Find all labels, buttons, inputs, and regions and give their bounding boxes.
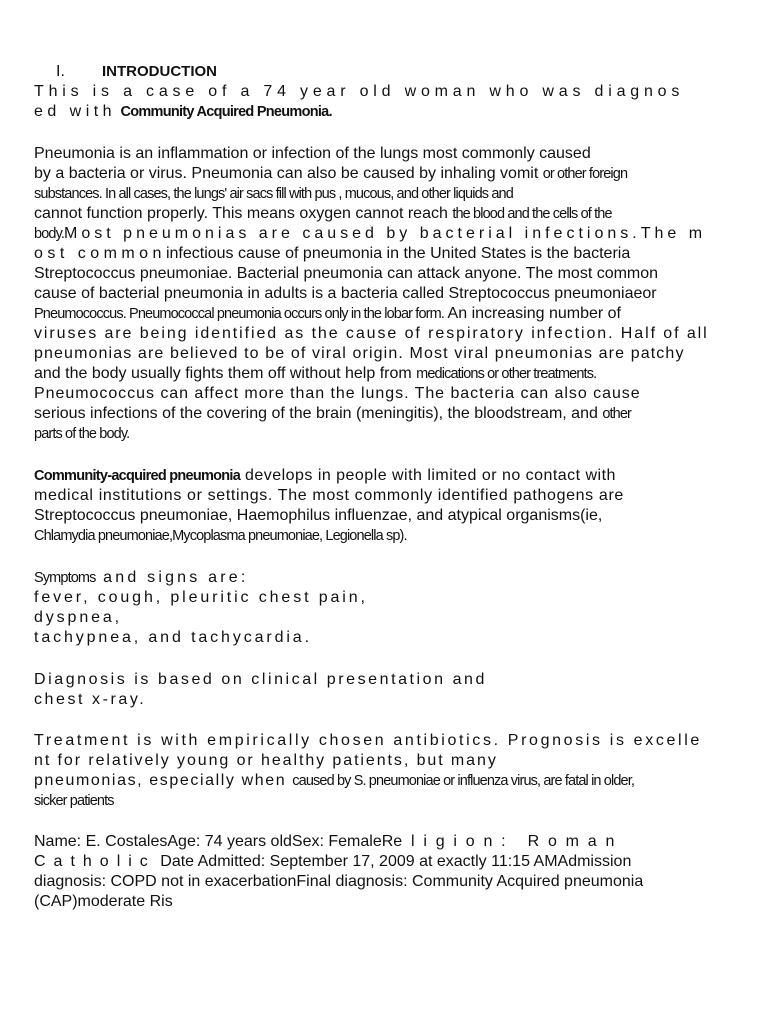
patient-line-3: diagnosis: COPD not in exacerbationFinal diagnosis: Community Acquired pneumonia (34, 873, 644, 890)
treatment-line-4: sicker patients (34, 793, 114, 809)
cap-term: Community-acquired pneumonia (34, 468, 241, 484)
patient-line-2: Catholic Date Admitted: September 17, 2009 at exactly 11:15 AMAdmission (34, 853, 632, 870)
p1-line-8: cause of bacterial pneumonia in adults is a bacteria called Streptococcus pneumoniaeor (34, 285, 657, 302)
treatment-line-1: Treatment is with empirically chosen antibiotics. Prognosis is excelle (34, 732, 702, 749)
p1-line-5: body.Most pneumonias are caused by bacterial infections.The m (34, 225, 707, 242)
p1-line-3: substances. In all cases, the lungs' air sacs fill with pus , mucous, and other liquids and (34, 186, 513, 202)
p2-line-3: Streptococcus pneumoniae, Haemophilus influenzae, and atypical organisms(ie, (34, 507, 603, 524)
treatment-line-3: pneumonias, especially when caused by S. pneumoniae or influenza virus, are fatal in older, (34, 772, 635, 789)
treatment-line-2: nt for relatively young or healthy patients, but many (34, 752, 498, 769)
section-numeral: I. (56, 63, 65, 80)
intro-line-1: This is a case of a 74 year old woman who was diagnos (34, 83, 685, 100)
diagnosis-line-2: chest x-ray. (34, 691, 147, 708)
p1-line-15: parts of the body. (34, 426, 130, 442)
symptoms-line-4: tachypnea, and tachycardia. (34, 629, 312, 646)
p1-line-6: ost commoninfectious cause of pneumonia in the United States is the bacteria (34, 245, 631, 262)
p2-line-4: Chlamydia pneumoniae,Mycoplasma pneumoniae, Legionella sp). (34, 528, 407, 544)
p1-line-2: by a bacteria or virus. Pneumonia can also be caused by inhaling vomit or other foreign (34, 165, 628, 182)
diagnosis-line-1: Diagnosis is based on clinical presentation and (34, 671, 487, 688)
section-title: INTRODUCTION (102, 63, 217, 80)
p1-line-12: and the body usually fights them off without help from medications or other treatments. (34, 365, 597, 382)
diagnosis-highlight: Community Acquired Pneumonia. (120, 104, 332, 120)
p1-line-7: Streptococcus pneumoniae. Bacterial pneumonia can attack anyone. The most common (34, 265, 659, 282)
p1-line-14: serious infections of the covering of the brain (meningitis), the bloodstream, and other (34, 405, 632, 422)
p2-line-1: Community-acquired pneumonia develops in people with limited or no contact with (34, 467, 616, 484)
p1-line-4: cannot function properly. This means oxygen cannot reach the blood and the cells of the (34, 205, 612, 222)
p1-line-1: Pneumonia is an inflammation or infection of the lungs most commonly caused (34, 145, 591, 162)
patient-line-1: Name: E. CostalesAge: 74 years oldSex: FemaleReligion: Roman (34, 833, 624, 850)
section-heading (34, 62, 217, 82)
p1-line-13: Pneumococcus can affect more than the lungs. The bacteria can also cause (34, 385, 641, 402)
p2-line-2: medical institutions or settings. The most commonly identified pathogens are (34, 487, 624, 504)
intro-line-2: ed with Community Acquired Pneumonia. (34, 103, 332, 120)
patient-line-4: (CAP)moderate Ris (34, 893, 173, 910)
symptoms-line-2: fever, cough, pleuritic chest pain, (34, 589, 368, 606)
p1-line-11: pneumonias are believed to be of viral origin. Most viral pneumonias are patchy (34, 345, 685, 362)
symptoms-line-1: Symptoms and signs are: (34, 569, 249, 586)
symptoms-line-3: dyspnea, (34, 609, 122, 626)
p1-line-10: viruses are being identified as the cause of respiratory infection. Half of all (34, 325, 709, 342)
p1-line-9: Pneumococcus. Pneumococcal pneumonia occurs only in the lobar form. An increasing number of (34, 305, 621, 322)
